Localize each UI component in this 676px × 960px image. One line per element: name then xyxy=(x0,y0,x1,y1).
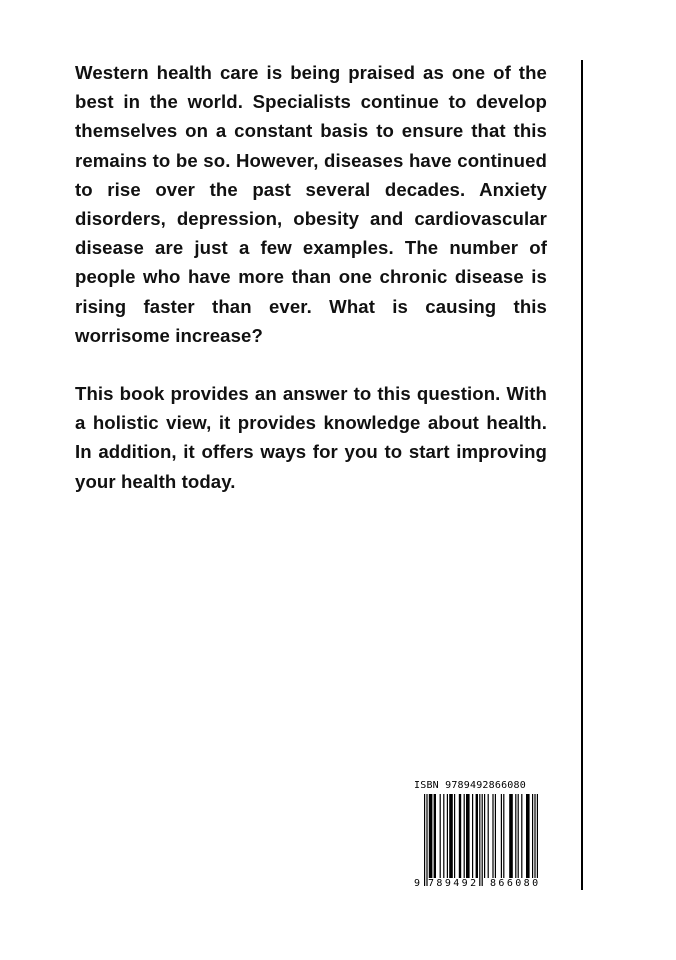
barcode-digits-right: 866080 xyxy=(490,878,541,889)
barcode-bar xyxy=(495,794,496,878)
barcode-bar xyxy=(484,794,485,878)
barcode-bar xyxy=(521,794,522,878)
barcode-bar xyxy=(459,794,461,878)
barcode-guard-bar xyxy=(479,794,480,886)
barcode-digits-left: 789492 xyxy=(428,878,479,889)
barcode-bar xyxy=(434,794,436,878)
barcode-bar xyxy=(443,794,444,878)
blurb-paragraph-2: This book provides an answer to this question. With a holistic view, it provides knowledge about health. In addition, it offers ways for you to start improving your health today. xyxy=(75,383,547,492)
barcode-bar xyxy=(503,794,504,878)
barcode-bar xyxy=(526,794,530,878)
barcode-guard-bar xyxy=(537,794,538,886)
barcode-bar xyxy=(515,794,516,878)
isbn-label: ISBN 9789492866080 xyxy=(414,780,526,791)
barcode-guard-bar xyxy=(482,794,483,886)
barcode-bar xyxy=(429,794,433,878)
barcode-bar xyxy=(472,794,473,878)
barcode-bar xyxy=(449,794,453,878)
barcode-bar xyxy=(466,794,470,878)
blurb-text xyxy=(75,58,547,496)
barcode-bar xyxy=(447,794,448,878)
barcode-bar xyxy=(464,794,465,878)
barcode-bar xyxy=(518,794,519,878)
barcode-digits xyxy=(414,878,548,892)
barcode-bar xyxy=(501,794,502,878)
isbn-barcode xyxy=(414,780,548,892)
barcode-digit-lead: 9 xyxy=(414,878,423,889)
barcode-bar xyxy=(454,794,455,878)
barcode-bar xyxy=(492,794,493,878)
barcode-bars xyxy=(414,794,548,886)
barcode-guard-bar xyxy=(426,794,427,886)
barcode-bar xyxy=(532,794,533,878)
spine-divider-line xyxy=(581,60,583,890)
barcode-bar xyxy=(440,794,441,878)
barcode-bar xyxy=(509,794,513,878)
blurb-paragraph-1: Western health care is being praised as one of the best in the world. Specialists continue to develop themselves on a constant basis to ensure that this remains to be so. However, diseases have continued to rise over the past several decades. Anxiety disorders, depression, obesity and cardiovascular disease are just a few examples. The number of people who have more than one chronic disease is rising faster than ever. What is causing this worrisome increase? xyxy=(75,62,547,346)
barcode-guard-bar xyxy=(424,794,425,886)
barcode-bar xyxy=(476,794,478,878)
barcode-guard-bar xyxy=(534,794,535,886)
barcode-bar xyxy=(488,794,489,878)
